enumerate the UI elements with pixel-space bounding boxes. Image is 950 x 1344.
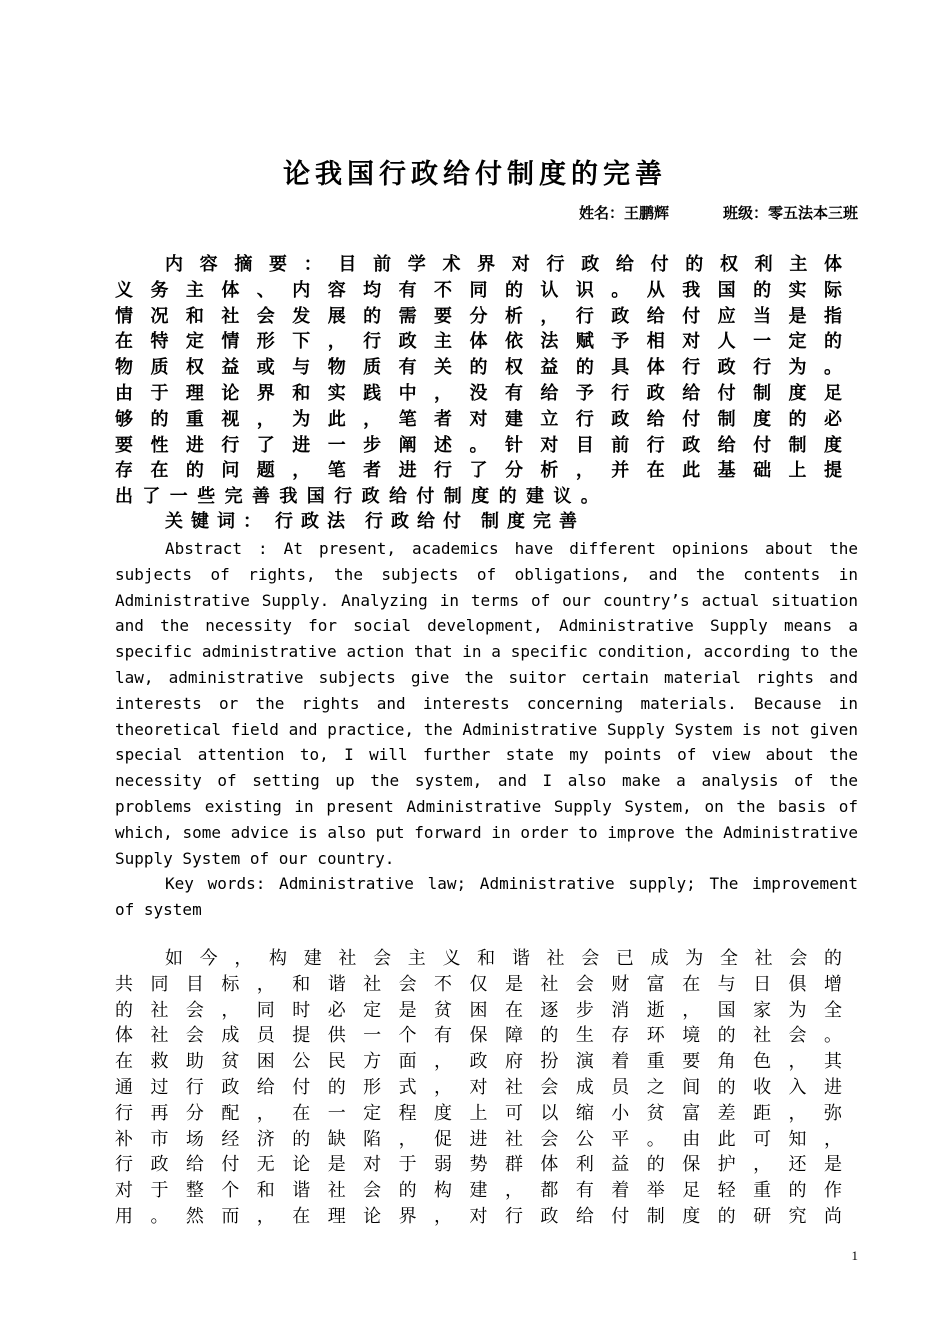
keyword: 行政给付 <box>365 511 469 532</box>
english-abstract-text: Abstract : At present, academics have different opinions about the subjects of rights, the subjects of obligations, and the contents in Administrative Supply. Analyzing in terms of our country’s actual situation and the necessity for social development, Administrative Supply means a specific administrative action that in a specific condition, according to the law, administrative subjects give the suitor certain material rights and interests or the rights and interests concerning materials. Because in theoretical field and practice, the Administrative Supply System is not given special attention to, I will further state my points of view about the necessity of setting up the system, and I also make a analysis of the problems existing in present Administrative Supply System, on the basis of which, some advice is also put forward in order to improve the Administrative Supply System of our country. <box>115 539 858 868</box>
zh-abstract-line: 要性进行了进一步阐述。针对目前行政给付制度 <box>115 434 843 456</box>
body-line: 的社会，同时必定是贫困在逐步消逝，国家为全 <box>115 999 843 1021</box>
zh-abstract-line: 物质权益或与物质有关的权益的具体行政行为。 <box>115 357 843 379</box>
zh-abstract-line: 由于理论界和实践中，没有给予行政给付制度足 <box>115 382 843 404</box>
body-line: 通过行政给付的形式，对社会成员之间的收入进 <box>115 1076 843 1098</box>
paper-title: 论我国行政给付制度的完善 <box>283 159 667 190</box>
body-line: 用。然而，在理论界，对行政给付制度的研究尚 <box>115 1205 843 1227</box>
body-line: 对于整个和谐社会的构建，都有着举足轻重的作 <box>115 1180 843 1202</box>
body-line: 共同目标，和谐社会不仅是社会财富在与日俱增 <box>115 973 843 995</box>
body-line: 行再分配，在一定程度上可以缩小贫富差距，弥 <box>115 1102 843 1124</box>
body-paragraph <box>115 946 843 1230</box>
zh-abstract-line: 内容摘要：目前学术界对行政给付的权利主体 <box>165 254 843 275</box>
author-name: 姓名：王鹏辉 <box>578 204 669 222</box>
keywords-label: 关键词： <box>165 511 269 532</box>
zh-abstract-line: 情况和社会发展的需要分析，行政给付应当是指 <box>115 305 843 327</box>
body-line: 如今，构建社会主义和谐社会已成为全社会的 <box>165 948 843 969</box>
body-line: 在救助贫困公民方面，政府扮演着重要角色，其 <box>115 1051 843 1073</box>
keyword: 制度完善 <box>481 511 585 532</box>
author-class: 班级：零五法本三班 <box>722 204 858 222</box>
body-line: 体社会成员提供一个有保障的生存环境的社会。 <box>115 1025 843 1047</box>
zh-abstract-line: 出了一些完善我国行政给付制度的建议。 <box>115 486 609 508</box>
english-abstract <box>115 536 858 923</box>
keyword: 行政法 <box>275 511 353 532</box>
zh-abstract-line: 够的重视，为此，笔者对建立行政给付制度的必 <box>115 408 843 430</box>
zh-abstract-line: 存在的问题，笔者进行了分析，并在此基础上提 <box>115 460 843 482</box>
zh-abstract-line: 义务主体、内容均有不同的认识。从我国的实际 <box>115 279 843 301</box>
english-keywords: Key words: Administrative law; Administrative supply; The improvement of system <box>115 874 858 920</box>
page-number: 1 <box>851 1248 858 1263</box>
chinese-abstract <box>115 252 843 510</box>
zh-abstract-line: 在特定情形下，行政主体依法赋予相对人一定的 <box>115 331 843 353</box>
body-line: 行政给付无论是对于弱势群体利益的保护，还是 <box>115 1154 843 1176</box>
body-line: 补市场经济的缺陷，促进社会公平。由此可知， <box>115 1128 843 1150</box>
author-line <box>579 202 858 224</box>
chinese-keywords <box>165 509 585 535</box>
